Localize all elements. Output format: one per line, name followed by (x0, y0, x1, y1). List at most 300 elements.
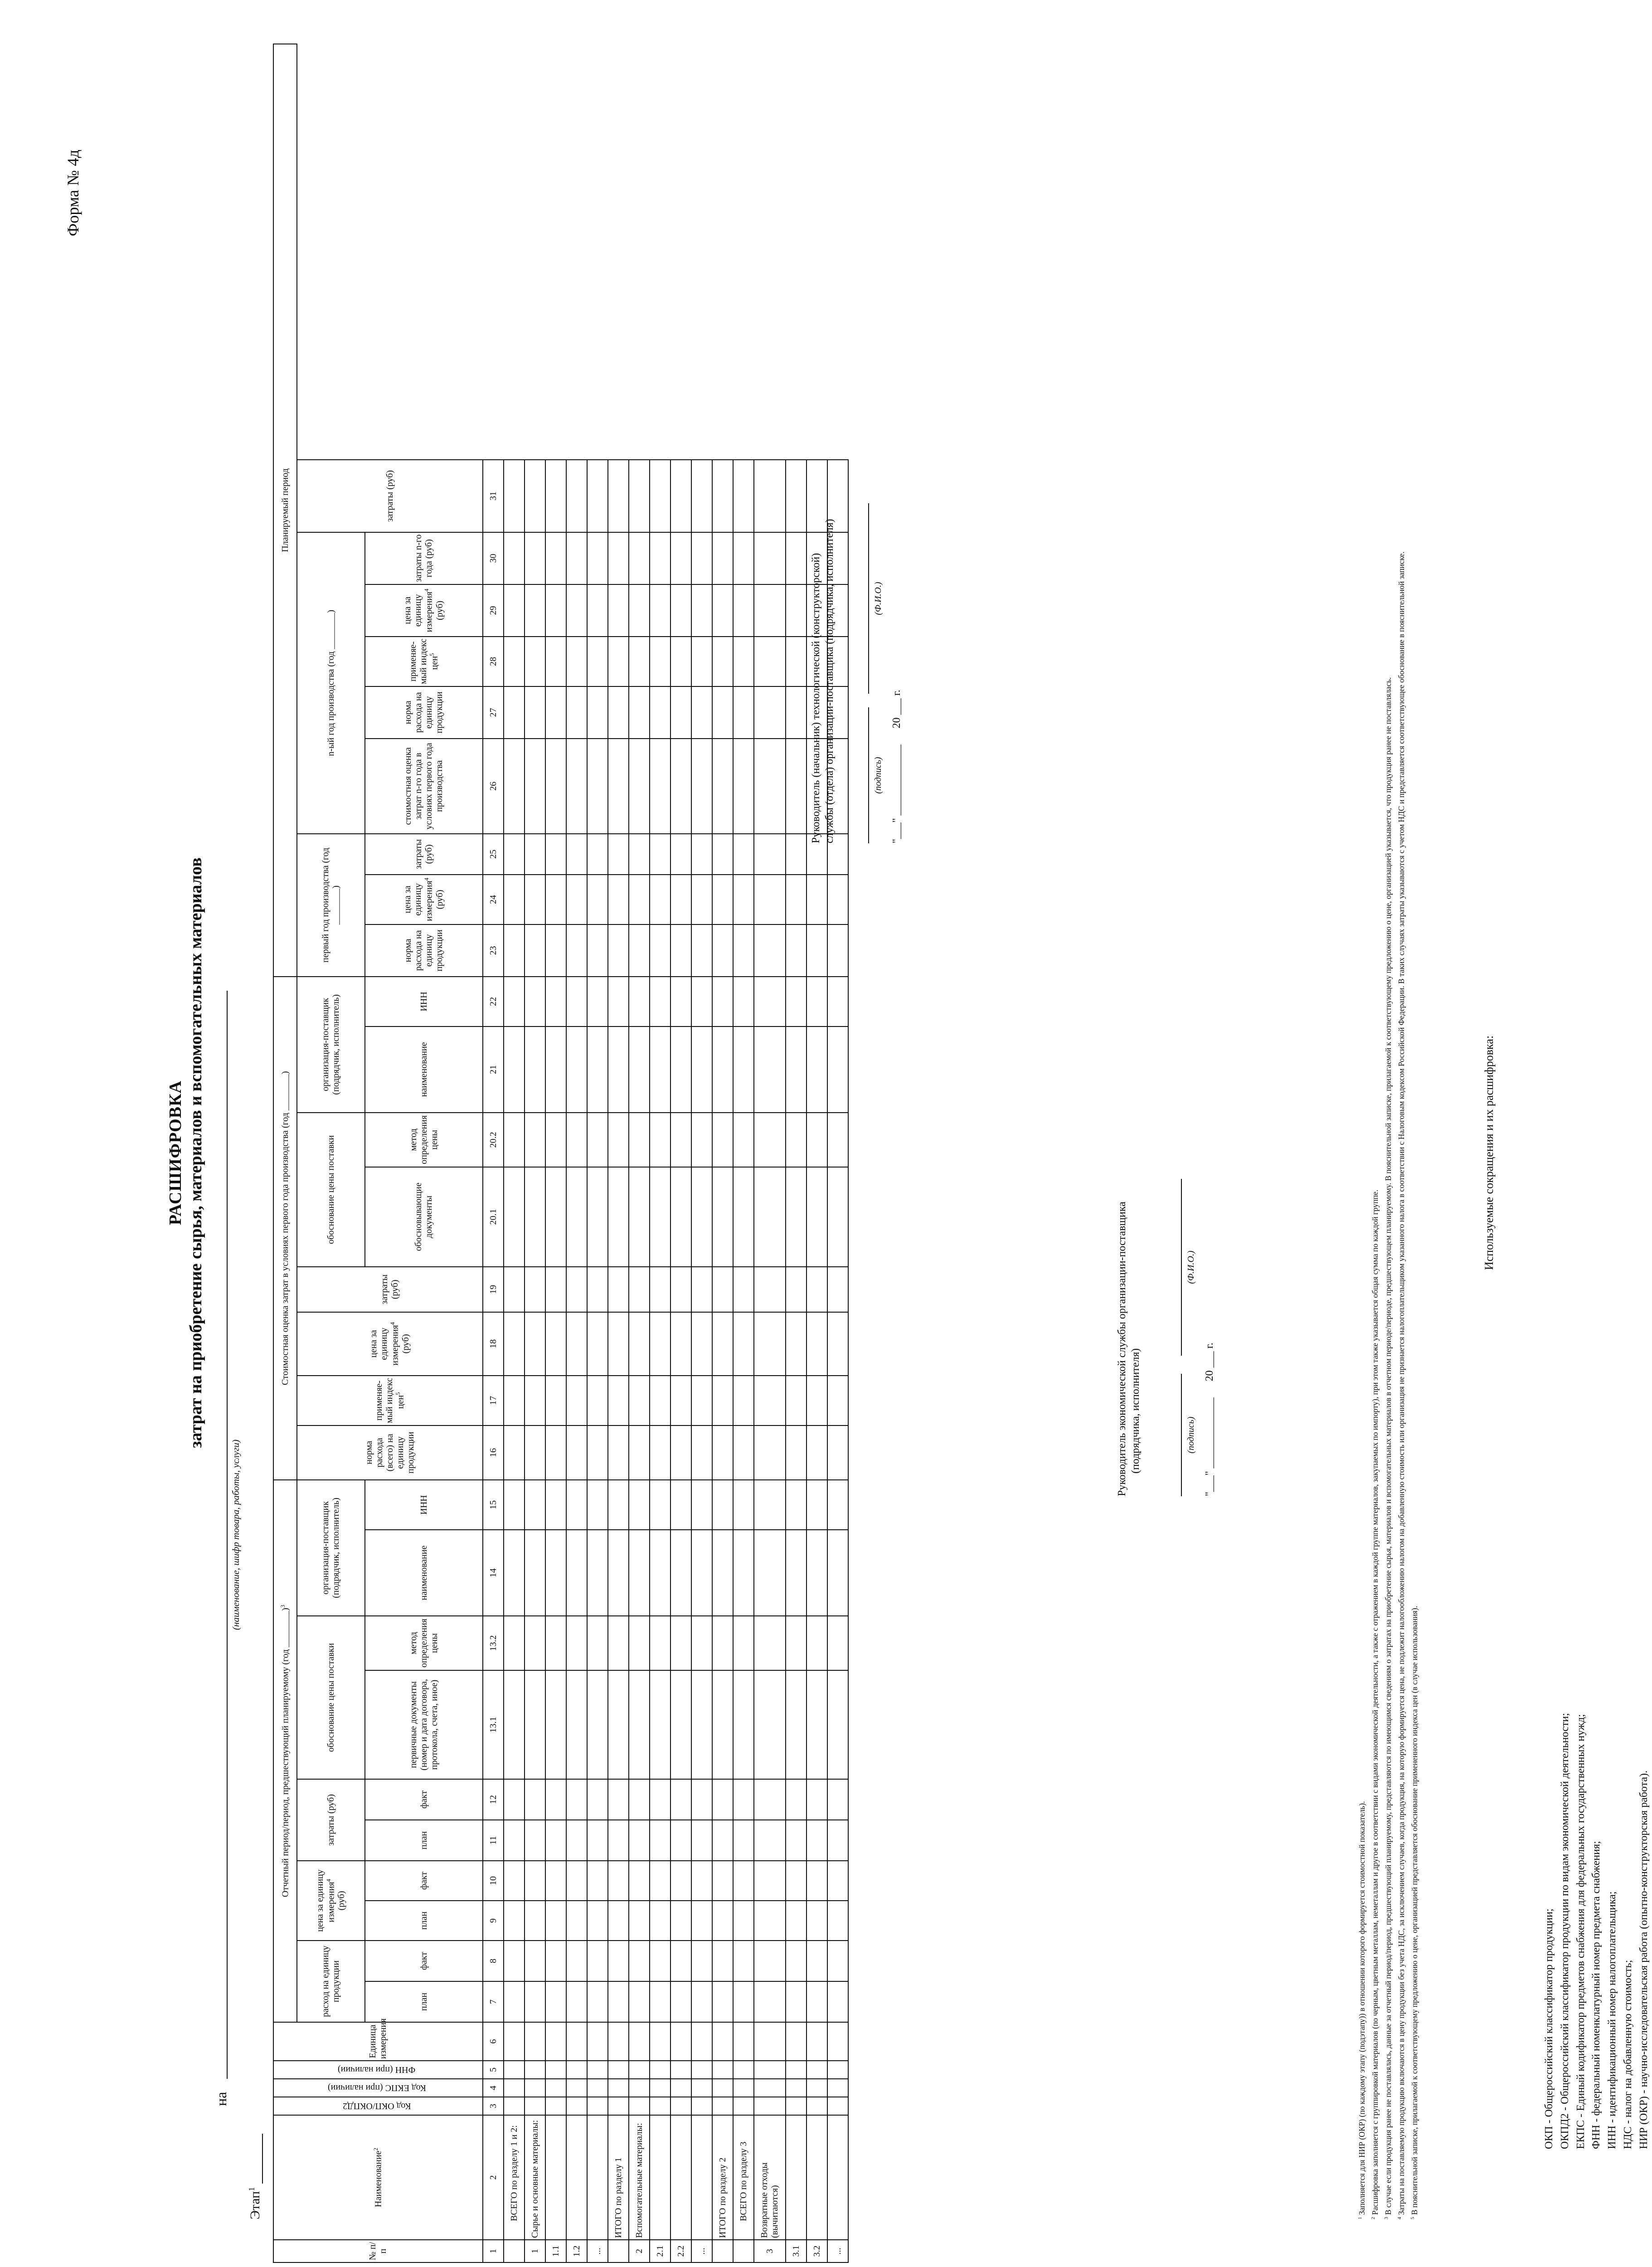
table-cell[interactable] (608, 1312, 629, 1376)
table-cell[interactable] (566, 1530, 587, 1616)
table-cell[interactable] (807, 2022, 827, 2061)
table-cell[interactable] (587, 1981, 608, 2022)
table-cell[interactable] (807, 1779, 827, 1820)
table-cell[interactable] (525, 1026, 545, 1113)
table-cell[interactable] (671, 532, 691, 584)
table-cell[interactable] (587, 1861, 608, 1901)
table-cell[interactable] (545, 1312, 566, 1376)
table-cell[interactable] (566, 637, 587, 686)
table-cell[interactable] (733, 584, 754, 637)
table-cell[interactable] (587, 1113, 608, 1167)
table-cell[interactable] (712, 584, 733, 637)
table-cell[interactable] (754, 739, 786, 834)
table-cell[interactable] (608, 1167, 629, 1267)
table-cell[interactable] (671, 1616, 691, 1670)
table-cell[interactable] (504, 1480, 525, 1530)
table-cell[interactable] (504, 977, 525, 1026)
table-cell[interactable] (629, 532, 650, 584)
table-cell[interactable] (712, 1113, 733, 1167)
table-cell[interactable] (525, 686, 545, 739)
table-cell[interactable] (566, 1425, 587, 1480)
table-cell[interactable] (754, 584, 786, 637)
table-cell[interactable] (733, 1376, 754, 1425)
table-cell[interactable] (671, 2097, 691, 2115)
table-cell[interactable] (786, 2079, 807, 2097)
table-cell[interactable] (608, 1376, 629, 1425)
table-cell[interactable] (827, 2097, 848, 2115)
table-cell[interactable] (827, 1312, 848, 1376)
table-cell[interactable] (608, 1026, 629, 1113)
table-cell[interactable] (587, 1167, 608, 1267)
table-cell[interactable] (650, 2097, 671, 2115)
table-cell[interactable] (754, 2097, 786, 2115)
table-cell[interactable] (827, 1026, 848, 1113)
table-cell[interactable] (733, 1670, 754, 1779)
table-cell[interactable] (587, 1901, 608, 1941)
table-cell[interactable] (671, 1941, 691, 1981)
table-cell[interactable] (733, 875, 754, 924)
table-cell[interactable] (754, 1267, 786, 1312)
table-cell[interactable] (733, 2022, 754, 2061)
table-cell[interactable] (525, 1376, 545, 1425)
table-cell[interactable] (691, 875, 712, 924)
table-cell[interactable] (525, 1861, 545, 1901)
table-cell[interactable] (608, 1616, 629, 1670)
table-cell[interactable] (545, 1530, 566, 1616)
table-cell[interactable] (733, 924, 754, 977)
table-cell[interactable] (629, 584, 650, 637)
table-cell[interactable] (786, 1376, 807, 1425)
table-cell[interactable] (671, 686, 691, 739)
table-cell[interactable] (629, 1981, 650, 2022)
table-cell[interactable] (691, 1113, 712, 1167)
table-cell[interactable] (691, 1861, 712, 1901)
table-cell[interactable] (587, 2022, 608, 2061)
table-cell[interactable] (629, 1779, 650, 1820)
table-cell[interactable] (504, 924, 525, 977)
table-cell[interactable] (608, 584, 629, 637)
table-cell[interactable] (691, 1670, 712, 1779)
table-cell[interactable] (827, 977, 848, 1026)
table-cell[interactable] (587, 924, 608, 977)
table-cell[interactable] (608, 1941, 629, 1981)
table-cell[interactable] (671, 2079, 691, 2097)
table-cell[interactable] (525, 1167, 545, 1267)
table-cell[interactable] (525, 2097, 545, 2115)
table-cell[interactable] (733, 1026, 754, 1113)
table-cell[interactable] (504, 1901, 525, 1941)
table-cell[interactable] (545, 1425, 566, 1480)
table-cell[interactable] (671, 1861, 691, 1901)
table-cell[interactable] (786, 1167, 807, 1267)
table-cell[interactable] (671, 1779, 691, 1820)
table-cell[interactable] (712, 1425, 733, 1480)
table-cell[interactable] (587, 875, 608, 924)
table-cell[interactable] (807, 1425, 827, 1480)
table-cell[interactable] (754, 1376, 786, 1425)
table-cell[interactable] (691, 739, 712, 834)
table-cell[interactable] (545, 1779, 566, 1820)
table-cell[interactable] (786, 875, 807, 924)
table-cell[interactable] (608, 1820, 629, 1861)
table-cell[interactable] (566, 686, 587, 739)
table-cell[interactable] (671, 1026, 691, 1113)
table-cell[interactable] (712, 686, 733, 739)
table-cell[interactable] (566, 1267, 587, 1312)
table-cell[interactable] (650, 1616, 671, 1670)
table-cell[interactable] (525, 1312, 545, 1376)
table-cell[interactable] (754, 686, 786, 739)
table-cell[interactable] (650, 875, 671, 924)
table-cell[interactable] (807, 1480, 827, 1530)
table-cell[interactable] (691, 1026, 712, 1113)
table-cell[interactable] (608, 1113, 629, 1167)
table-cell[interactable] (754, 1480, 786, 1530)
table-cell[interactable] (733, 2061, 754, 2079)
table-cell[interactable] (504, 1312, 525, 1376)
table-cell[interactable] (786, 1267, 807, 1312)
table-cell[interactable] (650, 532, 671, 584)
table-cell[interactable] (712, 1861, 733, 1901)
table-cell[interactable] (786, 460, 807, 532)
table-cell[interactable] (587, 686, 608, 739)
table-cell[interactable] (691, 1312, 712, 1376)
table-cell[interactable] (525, 1670, 545, 1779)
table-cell[interactable] (671, 834, 691, 875)
table-cell[interactable] (671, 584, 691, 637)
table-cell[interactable] (671, 1981, 691, 2022)
table-cell[interactable] (807, 977, 827, 1026)
table-cell[interactable] (566, 924, 587, 977)
table-cell[interactable] (629, 1113, 650, 1167)
table-cell[interactable] (807, 1901, 827, 1941)
table-cell[interactable] (650, 1670, 671, 1779)
table-cell[interactable] (650, 686, 671, 739)
table-cell[interactable] (754, 2022, 786, 2061)
table-cell[interactable] (712, 924, 733, 977)
table-cell[interactable] (807, 1167, 827, 1267)
table-cell[interactable] (525, 1480, 545, 1530)
table-cell[interactable] (587, 1670, 608, 1779)
table-cell[interactable] (525, 1267, 545, 1312)
table-cell[interactable] (671, 739, 691, 834)
table-cell[interactable] (754, 532, 786, 584)
table-cell[interactable] (733, 1480, 754, 1530)
table-cell[interactable] (807, 1530, 827, 1616)
table-cell[interactable] (786, 686, 807, 739)
table-cell[interactable] (608, 532, 629, 584)
table-cell[interactable] (566, 460, 587, 532)
table-cell[interactable] (827, 1113, 848, 1167)
table-cell[interactable] (566, 1167, 587, 1267)
table-cell[interactable] (733, 2097, 754, 2115)
table-cell[interactable] (786, 834, 807, 875)
table-cell[interactable] (712, 1267, 733, 1312)
table-cell[interactable] (650, 834, 671, 875)
table-cell[interactable] (712, 1779, 733, 1820)
table-cell[interactable] (671, 924, 691, 977)
table-cell[interactable] (504, 1670, 525, 1779)
table-cell[interactable] (545, 2097, 566, 2115)
table-cell[interactable] (827, 2022, 848, 2061)
table-cell[interactable] (566, 584, 587, 637)
table-cell[interactable] (786, 584, 807, 637)
table-cell[interactable] (629, 1480, 650, 1530)
table-cell[interactable] (566, 1779, 587, 1820)
table-cell[interactable] (504, 1167, 525, 1267)
table-cell[interactable] (754, 1820, 786, 1861)
table-cell[interactable] (566, 2022, 587, 2061)
table-cell[interactable] (691, 532, 712, 584)
table-cell[interactable] (733, 637, 754, 686)
table-cell[interactable] (786, 739, 807, 834)
table-cell[interactable] (629, 637, 650, 686)
table-cell[interactable] (691, 1616, 712, 1670)
table-cell[interactable] (545, 532, 566, 584)
table-cell[interactable] (650, 1861, 671, 1901)
table-cell[interactable] (587, 2097, 608, 2115)
table-cell[interactable] (587, 460, 608, 532)
table-cell[interactable] (712, 1616, 733, 1670)
table-cell[interactable] (525, 460, 545, 532)
table-cell[interactable] (587, 977, 608, 1026)
table-cell[interactable] (587, 1425, 608, 1480)
table-cell[interactable] (827, 1670, 848, 1779)
table-cell[interactable] (587, 532, 608, 584)
table-cell[interactable] (827, 1779, 848, 1820)
table-cell[interactable] (608, 637, 629, 686)
table-cell[interactable] (712, 1376, 733, 1425)
table-cell[interactable] (650, 1779, 671, 1820)
table-cell[interactable] (691, 584, 712, 637)
table-cell[interactable] (608, 1530, 629, 1616)
table-cell[interactable] (545, 1861, 566, 1901)
table-cell[interactable] (525, 532, 545, 584)
table-cell[interactable] (504, 1425, 525, 1480)
table-cell[interactable] (525, 1425, 545, 1480)
table-cell[interactable] (650, 1941, 671, 1981)
table-cell[interactable] (827, 924, 848, 977)
table-cell[interactable] (587, 1941, 608, 1981)
table-cell[interactable] (827, 1167, 848, 1267)
table-cell[interactable] (629, 1616, 650, 1670)
table-cell[interactable] (786, 977, 807, 1026)
table-cell[interactable] (754, 460, 786, 532)
table-cell[interactable] (629, 1901, 650, 1941)
table-cell[interactable] (807, 1026, 827, 1113)
table-cell[interactable] (525, 1820, 545, 1861)
table-cell[interactable] (671, 875, 691, 924)
table-cell[interactable] (754, 1616, 786, 1670)
table-cell[interactable] (827, 1267, 848, 1312)
table-cell[interactable] (629, 1312, 650, 1376)
table-cell[interactable] (629, 460, 650, 532)
table-cell[interactable] (525, 1981, 545, 2022)
table-cell[interactable] (671, 1425, 691, 1480)
table-cell[interactable] (566, 1480, 587, 1530)
table-cell[interactable] (712, 1670, 733, 1779)
table-cell[interactable] (504, 834, 525, 875)
table-cell[interactable] (629, 834, 650, 875)
table-cell[interactable] (504, 1267, 525, 1312)
table-cell[interactable] (566, 1616, 587, 1670)
table-cell[interactable] (545, 1616, 566, 1670)
table-cell[interactable] (786, 1941, 807, 1981)
table-cell[interactable] (504, 1376, 525, 1425)
table-cell[interactable] (671, 1376, 691, 1425)
table-cell[interactable] (807, 1376, 827, 1425)
table-cell[interactable] (754, 1312, 786, 1376)
table-cell[interactable] (827, 875, 848, 924)
table-cell[interactable] (691, 834, 712, 875)
table-cell[interactable] (608, 739, 629, 834)
table-cell[interactable] (671, 1167, 691, 1267)
table-cell[interactable] (504, 2097, 525, 2115)
table-cell[interactable] (786, 1480, 807, 1530)
table-cell[interactable] (629, 1670, 650, 1779)
table-cell[interactable] (650, 2061, 671, 2079)
table-cell[interactable] (545, 2079, 566, 2097)
table-cell[interactable] (671, 1901, 691, 1941)
table-cell[interactable] (786, 1981, 807, 2022)
table-cell[interactable] (733, 1901, 754, 1941)
table-cell[interactable] (525, 1113, 545, 1167)
table-cell[interactable] (650, 1425, 671, 1480)
table-cell[interactable] (671, 1480, 691, 1530)
table-cell[interactable] (525, 1779, 545, 1820)
table-cell[interactable] (608, 1480, 629, 1530)
table-cell[interactable] (712, 2097, 733, 2115)
table-cell[interactable] (545, 1670, 566, 1779)
table-cell[interactable] (786, 1861, 807, 1901)
table-cell[interactable] (786, 924, 807, 977)
table-cell[interactable] (712, 977, 733, 1026)
table-cell[interactable] (545, 739, 566, 834)
table-cell[interactable] (754, 1779, 786, 1820)
table-cell[interactable] (786, 637, 807, 686)
table-cell[interactable] (504, 1981, 525, 2022)
table-cell[interactable] (629, 1820, 650, 1861)
table-cell[interactable] (566, 1376, 587, 1425)
table-cell[interactable] (650, 637, 671, 686)
table-cell[interactable] (807, 1670, 827, 1779)
table-cell[interactable] (545, 637, 566, 686)
table-cell[interactable] (691, 1530, 712, 1616)
table-cell[interactable] (525, 924, 545, 977)
table-cell[interactable] (608, 1901, 629, 1941)
table-cell[interactable] (754, 1670, 786, 1779)
table-cell[interactable] (754, 2061, 786, 2079)
table-cell[interactable] (504, 584, 525, 637)
table-cell[interactable] (608, 1670, 629, 1779)
table-cell[interactable] (566, 1901, 587, 1941)
table-cell[interactable] (545, 686, 566, 739)
table-cell[interactable] (566, 875, 587, 924)
table-cell[interactable] (733, 834, 754, 875)
table-cell[interactable] (545, 1820, 566, 1861)
table-cell[interactable] (712, 1901, 733, 1941)
table-cell[interactable] (712, 875, 733, 924)
table-cell[interactable] (807, 1312, 827, 1376)
table-cell[interactable] (712, 2079, 733, 2097)
table-cell[interactable] (671, 977, 691, 1026)
table-cell[interactable] (712, 1530, 733, 1616)
table-cell[interactable] (827, 1820, 848, 1861)
table-cell[interactable] (566, 977, 587, 1026)
table-cell[interactable] (786, 2061, 807, 2079)
table-cell[interactable] (754, 1425, 786, 1480)
table-cell[interactable] (671, 1530, 691, 1616)
table-cell[interactable] (504, 2079, 525, 2097)
table-cell[interactable] (525, 637, 545, 686)
table-cell[interactable] (786, 1530, 807, 1616)
table-cell[interactable] (566, 2097, 587, 2115)
table-cell[interactable] (650, 1026, 671, 1113)
table-cell[interactable] (545, 2022, 566, 2061)
table-cell[interactable] (587, 1480, 608, 1530)
table-cell[interactable] (525, 2022, 545, 2061)
table-cell[interactable] (587, 1616, 608, 1670)
table-cell[interactable] (545, 460, 566, 532)
table-cell[interactable] (504, 637, 525, 686)
table-cell[interactable] (786, 1779, 807, 1820)
table-cell[interactable] (712, 1026, 733, 1113)
table-cell[interactable] (827, 1480, 848, 1530)
table-cell[interactable] (629, 977, 650, 1026)
table-cell[interactable] (712, 1820, 733, 1861)
table-cell[interactable] (712, 2061, 733, 2079)
table-cell[interactable] (629, 1861, 650, 1901)
table-cell[interactable] (671, 1113, 691, 1167)
table-cell[interactable] (608, 2097, 629, 2115)
table-cell[interactable] (754, 1981, 786, 2022)
table-cell[interactable] (691, 1167, 712, 1267)
table-cell[interactable] (587, 2079, 608, 2097)
table-cell[interactable] (712, 1480, 733, 1530)
table-cell[interactable] (671, 1267, 691, 1312)
table-cell[interactable] (504, 1113, 525, 1167)
table-cell[interactable] (754, 1530, 786, 1616)
table-cell[interactable] (650, 1901, 671, 1941)
table-cell[interactable] (733, 1425, 754, 1480)
table-cell[interactable] (754, 1861, 786, 1901)
table-cell[interactable] (504, 1820, 525, 1861)
table-cell[interactable] (712, 532, 733, 584)
table-cell[interactable] (754, 2079, 786, 2097)
table-cell[interactable] (786, 1820, 807, 1861)
table-cell[interactable] (608, 1779, 629, 1820)
table-cell[interactable] (650, 1480, 671, 1530)
table-cell[interactable] (827, 2079, 848, 2097)
table-cell[interactable] (786, 1312, 807, 1376)
table-cell[interactable] (807, 1267, 827, 1312)
table-cell[interactable] (525, 977, 545, 1026)
table-cell[interactable] (733, 460, 754, 532)
table-cell[interactable] (691, 1267, 712, 1312)
table-cell[interactable] (807, 1861, 827, 1901)
table-cell[interactable] (807, 2097, 827, 2115)
table-cell[interactable] (807, 924, 827, 977)
table-cell[interactable] (629, 1530, 650, 1616)
table-cell[interactable] (650, 460, 671, 532)
table-cell[interactable] (545, 1901, 566, 1941)
table-cell[interactable] (608, 1267, 629, 1312)
table-cell[interactable] (566, 532, 587, 584)
table-cell[interactable] (691, 2097, 712, 2115)
table-cell[interactable] (587, 1820, 608, 1861)
table-cell[interactable] (691, 1981, 712, 2022)
table-cell[interactable] (587, 1312, 608, 1376)
